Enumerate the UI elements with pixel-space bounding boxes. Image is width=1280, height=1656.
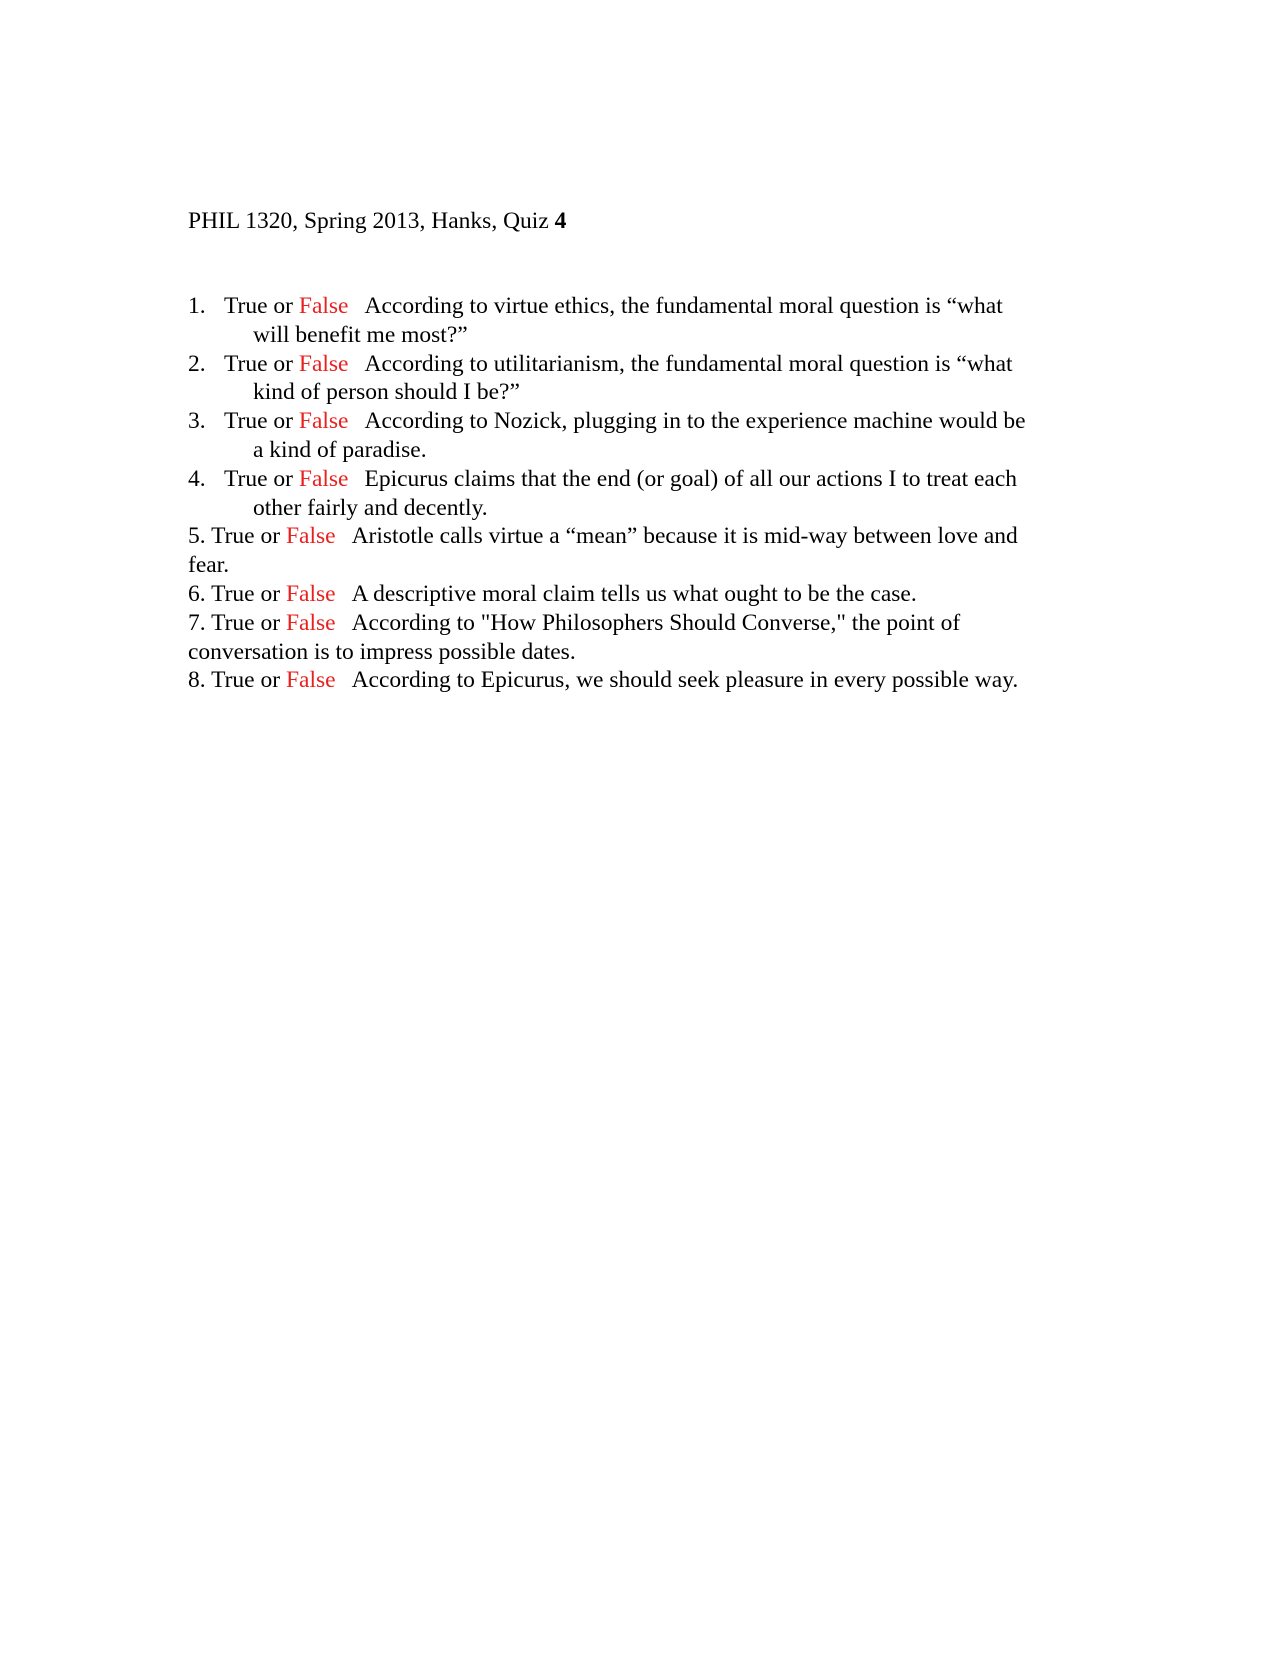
question-first-line [188, 609, 1088, 638]
answer-false: False [285, 609, 336, 636]
question-number: 8. [188, 667, 206, 694]
question-number: 2. [188, 350, 206, 377]
question-text: According to "How Philosophers Should Converse," the point of [351, 609, 961, 636]
question-6 [188, 580, 1088, 609]
question-continuation: fear. [188, 552, 230, 579]
question-2 [188, 350, 1088, 408]
question-prefix: True or [224, 293, 299, 319]
question-continuation: will benefit me most?” [253, 321, 468, 348]
question-first-line [188, 350, 1088, 379]
question-prefix: True or [224, 465, 299, 492]
question-continuation: a kind of paradise. [253, 436, 427, 463]
question-first-line [188, 580, 1088, 609]
question-text: Epicurus claims that the end (or goal) of all our actions I to treat each [364, 465, 1018, 492]
page-title [188, 206, 566, 236]
question-continuation: kind of person should I be?” [253, 379, 520, 406]
answer-false: False [298, 465, 349, 492]
answer-false: False [285, 667, 336, 694]
answer-false: False [298, 293, 349, 319]
title-text: PHIL 1320, Spring 2013, Hanks, Quiz [188, 208, 555, 234]
answer-false: False [298, 350, 349, 377]
answer-false: False [285, 580, 336, 607]
question-text: According to virtue ethics, the fundamental moral question is “what [364, 293, 1003, 319]
question-first-line [188, 292, 1088, 321]
question-3 [188, 407, 1088, 465]
question-prefix: True or [211, 580, 286, 607]
question-first-line [188, 666, 1088, 695]
question-continuation: other fairly and decently. [253, 494, 488, 521]
question-text: A descriptive moral claim tells us what ought to be the case. [351, 580, 917, 607]
question-text: According to Epicurus, we should seek pleasure in every possible way. [351, 667, 1019, 694]
question-number: 4. [188, 465, 206, 492]
question-continuation: conversation is to impress possible dates. [188, 638, 576, 665]
quiz-number: 4 [554, 208, 567, 234]
question-number: 1. [188, 293, 206, 319]
question-list [188, 292, 1088, 695]
question-5 [188, 522, 1088, 580]
question-4 [188, 465, 1088, 523]
question-first-line [188, 407, 1088, 436]
question-first-line [188, 522, 1088, 551]
question-number: 7. [188, 609, 206, 636]
question-7 [188, 609, 1088, 667]
question-prefix: True or [211, 609, 286, 636]
question-text: According to utilitarianism, the fundamental moral question is “what [364, 350, 1013, 377]
answer-false: False [298, 408, 349, 435]
question-number: 6. [188, 580, 206, 607]
question-prefix: True or [224, 350, 299, 377]
question-1 [188, 292, 1088, 350]
question-text: According to Nozick, plugging in to the experience machine would be [364, 408, 1026, 435]
question-prefix: True or [211, 667, 286, 694]
question-prefix: True or [224, 408, 299, 435]
question-text: Aristotle calls virtue a “mean” because it is mid-way between love and [351, 523, 1018, 550]
question-number: 5. [188, 523, 206, 550]
question-number: 3. [188, 408, 206, 435]
answer-false: False [285, 523, 336, 550]
question-8 [188, 666, 1088, 695]
question-prefix: True or [211, 523, 286, 550]
question-first-line [188, 465, 1088, 494]
